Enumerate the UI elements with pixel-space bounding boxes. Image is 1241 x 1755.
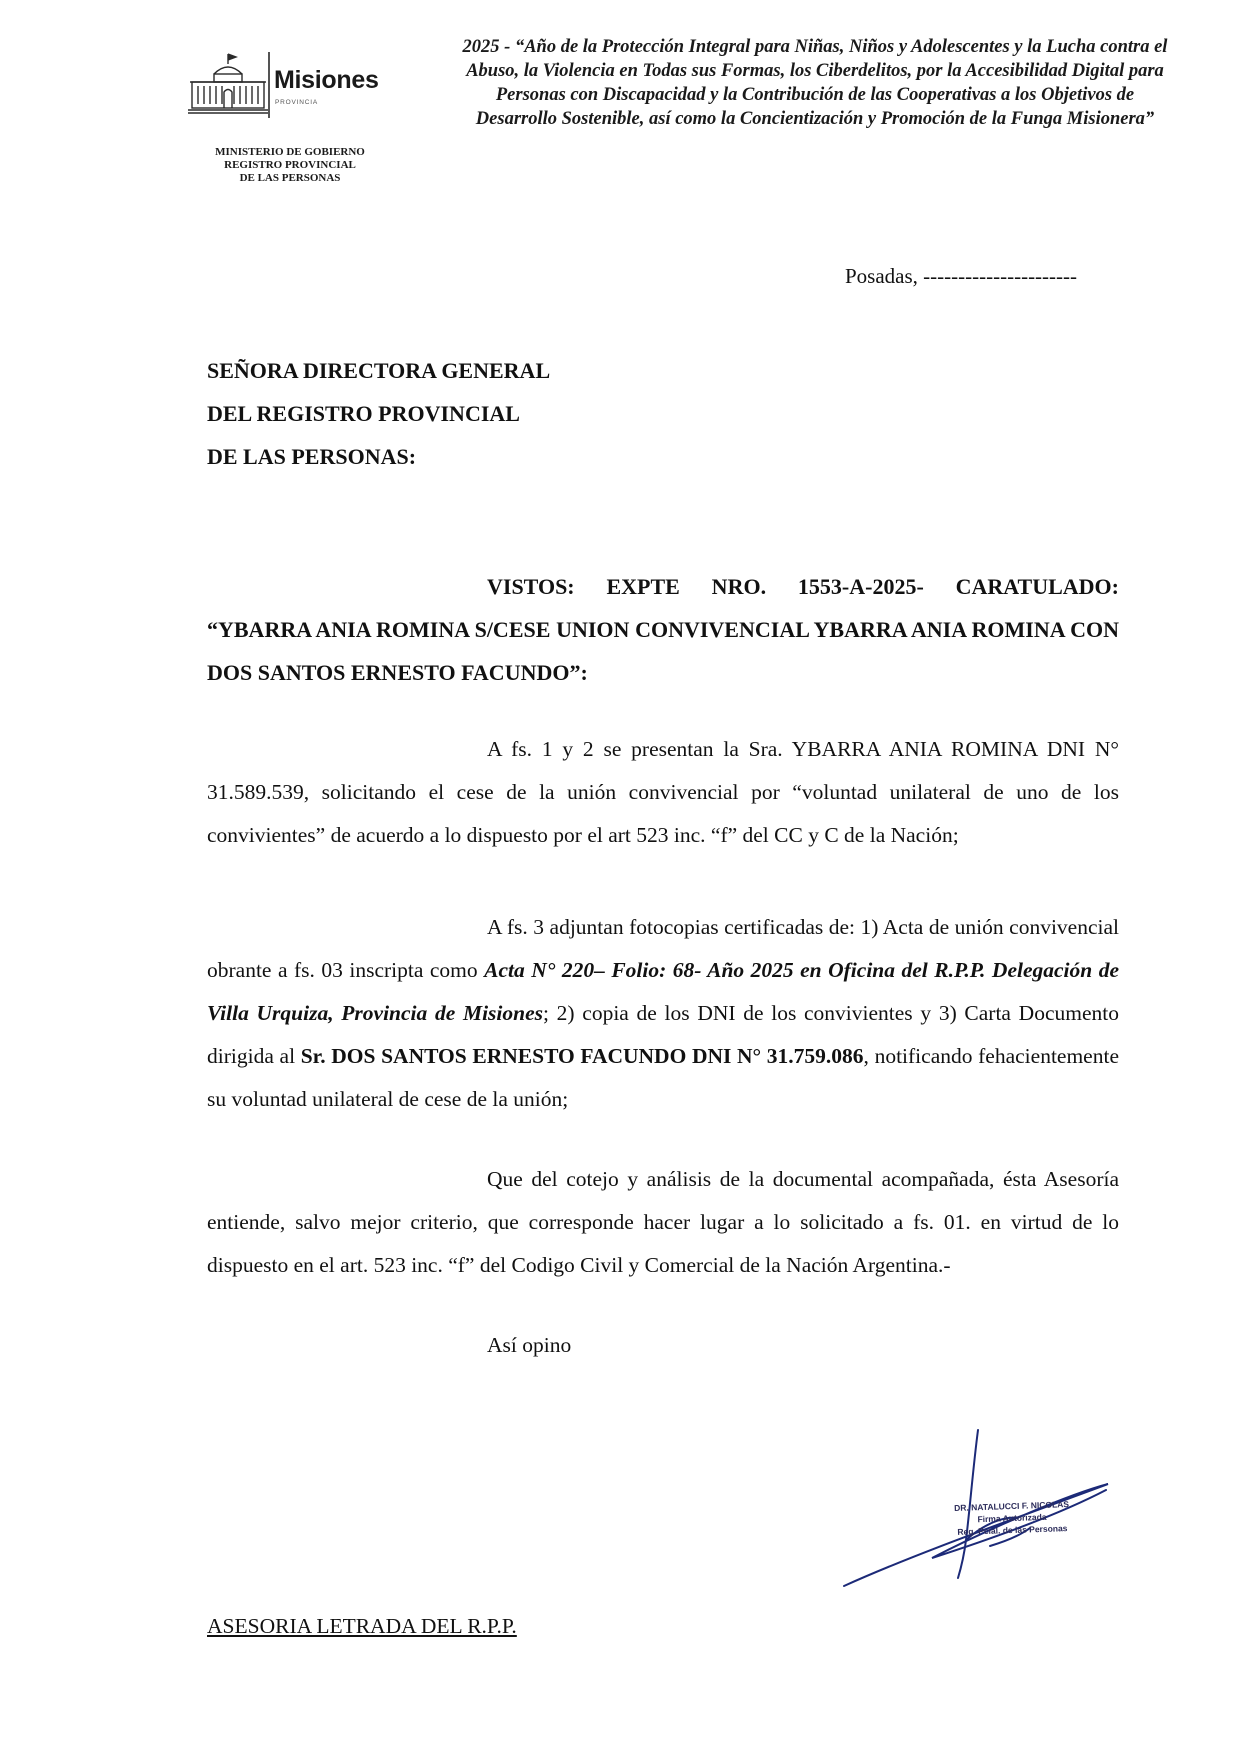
vistos-section xyxy=(207,565,1119,694)
stamp-line: DR. NATALUCCI F. NICOLAS xyxy=(953,1499,1070,1514)
ministry-line: DE LAS PERSONAS xyxy=(239,172,341,184)
authorization-stamp xyxy=(911,1497,1112,1540)
addressee-line: DE LAS PERSONAS: xyxy=(207,444,417,469)
logo-subtitle: PROVINCIA xyxy=(275,99,318,106)
paragraph-segment: ; 2) copia de los DNI de los convivientes y 3) Carta Documento dirigida al xyxy=(207,1001,1119,1068)
logo-name: Misiones xyxy=(274,66,379,94)
ministry-line: MINISTERIO DE GOBIERNO xyxy=(215,146,365,158)
ministry-line: REGISTRO PROVINCIAL xyxy=(224,159,356,171)
paragraph-text: Que del cotejo y análisis de la documental acompañada, ésta Asesoría entiende, salvo mejor criterio, que corresponde hacer lugar a lo solicitado a fs. 01. en virtud de lo dispuesto en el art. 523 inc. “f” del Codigo Civil y Comercial de la Nación Argentina.- xyxy=(207,1167,1119,1277)
paragraph-text xyxy=(207,906,1119,1121)
addressee xyxy=(207,349,550,478)
recipient-reference: Sr. DOS SANTOS ERNESTO FACUNDO DNI N° 31.759.086 xyxy=(300,1044,864,1068)
signature-block xyxy=(840,1428,1130,1593)
stamp-line: Reg. Pcial. de las Personas xyxy=(957,1523,1068,1537)
year-motto: 2025 - “Año de la Protección Integral para Niñas, Niños y Adolescentes y la Lucha contra el Abuso, la Violencia en Todas sus Formas, los Ciberdelitos, por la Accesibilidad Digital para Personas con Discapacidad y la Contribución de las Cooperativas a los Objetivos de Desarrollo Sostenible, así como la Concientización y Promoción de la Funga Misionera” xyxy=(462,37,1168,129)
paragraph-attachments xyxy=(207,906,1119,1121)
paragraph-segment: A fs. 3 adjuntan fotocopias certificadas de: 1) Acta de unión convivencial obrante a fs. 03 inscripta como xyxy=(207,915,1119,982)
addressee-line: DEL REGISTRO PROVINCIAL xyxy=(207,401,520,426)
date-line: Posadas, ---------------------- xyxy=(845,264,1078,288)
misiones-logo xyxy=(186,44,396,116)
vistos-text: VISTOS: EXPTE NRO. 1553-A-2025- CARATULADO: “YBARRA ANIA ROMINA S/CESE UNION CONVIVENCIAL YBARRA ANIA ROMINA CON DOS SANTOS ERNESTO FACUNDO”: xyxy=(207,574,1119,685)
stamp-line: Firma Autorizada xyxy=(977,1511,1047,1525)
paragraph-opinion xyxy=(207,1158,1119,1287)
paragraph-segment: , notificando fehacientemente su voluntad unilateral de cese de la unión; xyxy=(207,1044,1119,1111)
acta-reference: Acta N° 220– Folio: 68- Año 2025 en Oficina del R.P.P. Delegación de Villa Urquiza, Provincia de Misiones xyxy=(207,958,1120,1025)
paragraph-text: A fs. 1 y 2 se presentan la Sra. YBARRA ANIA ROMINA DNI N° 31.589.539, solicitando el cese de la unión convivencial por “voluntad unilateral de uno de los convivientes” de acuerdo a lo dispuesto por el art 523 inc. “f” del CC y C de la Nación; xyxy=(207,737,1119,847)
addressee-line: SEÑORA DIRECTORA GENERAL xyxy=(207,358,551,383)
ministry-heading xyxy=(180,146,400,185)
office-footer: ASESORIA LETRADA DEL R.P.P. xyxy=(207,1614,517,1638)
paragraph-presentation xyxy=(207,728,1119,857)
government-house-icon xyxy=(186,52,270,118)
closing-text: Así opino xyxy=(487,1333,572,1357)
